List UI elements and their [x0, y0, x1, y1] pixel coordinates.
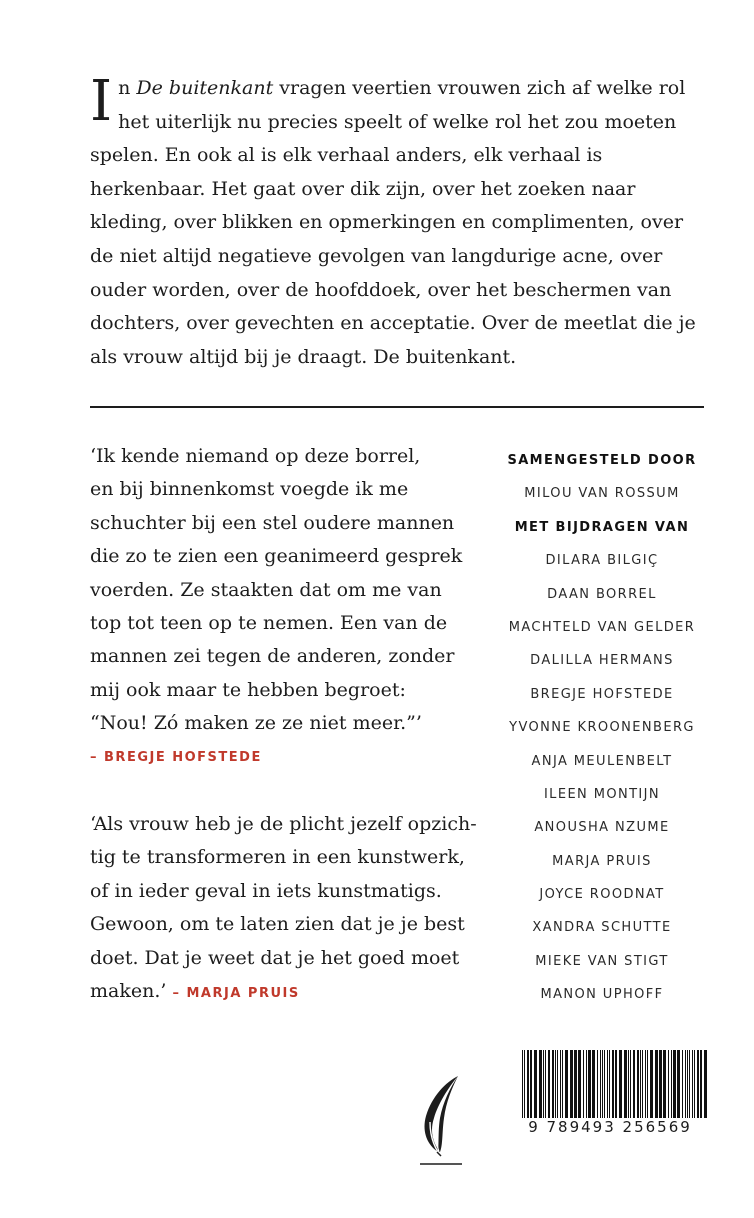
- barcode-bar: [677, 1050, 680, 1126]
- contributor-name: ANOUSHA NZUME: [534, 820, 670, 836]
- divider-line: [90, 406, 704, 408]
- quote-line: mij ook maar te hebben begroet:: [90, 678, 406, 701]
- contributions-heading: MET BIJDRAGEN VAN: [514, 519, 690, 535]
- barcode-bar: [609, 1050, 610, 1126]
- barcode-bar: [647, 1050, 648, 1126]
- barcode-bar: [624, 1050, 627, 1126]
- contributor-name: MIEKE VAN STIGT: [535, 953, 669, 969]
- barcode-bar: [560, 1050, 561, 1126]
- quote-line: voerden. Ze staakten dat om me van: [90, 578, 442, 601]
- quote-line: “Nou! Zó maken ze ze niet meer.”’: [90, 712, 422, 735]
- barcode-bar: [663, 1050, 666, 1126]
- contributor-name: BREGJE HOFSTEDE: [530, 686, 674, 702]
- isbn-digits: 9 789493 256569: [510, 1118, 710, 1136]
- barcode-bar: [682, 1050, 683, 1126]
- barcode-bar: [659, 1050, 662, 1126]
- quote-line: doet. Dat je weet dat je het goed moet: [90, 946, 460, 969]
- contributor-name: MACHTELD VAN GELDER: [508, 619, 696, 635]
- barcode-bar: [700, 1050, 702, 1126]
- barcode-bar: [557, 1050, 558, 1126]
- barcode-bar: [673, 1050, 676, 1126]
- barcode-bar: [578, 1050, 581, 1126]
- book-title: De buitenkant: [136, 77, 274, 99]
- barcode-bar: [619, 1050, 622, 1126]
- barcode-bar: [562, 1050, 563, 1126]
- barcode-bar: [671, 1050, 672, 1126]
- barcode-bar: [612, 1050, 614, 1126]
- quote-line: tig te transformeren in een kunstwerk,: [90, 846, 465, 869]
- contributor-name: JOYCE ROODNAT: [539, 887, 665, 903]
- barcode-bar: [615, 1050, 617, 1126]
- barcode-bar: [583, 1050, 584, 1126]
- quote-line: top tot teen op te nemen. Een van de: [90, 612, 448, 635]
- barcode-bar: [534, 1050, 537, 1126]
- barcode-bar: [586, 1050, 587, 1126]
- contributor-name: DILARA BILGIÇ: [545, 553, 659, 569]
- contributor-name: MANON UPHOFF: [540, 987, 664, 1003]
- barcode-bar: [645, 1050, 646, 1126]
- contributor-name: XANDRA SCHUTTE: [532, 920, 672, 936]
- barcode-bar: [602, 1050, 603, 1126]
- barcode-bar: [704, 1050, 707, 1126]
- contributor-name: ANJA MEULENBELT: [531, 753, 673, 769]
- barcode-bar: [697, 1050, 699, 1126]
- barcode-bar: [543, 1050, 544, 1126]
- contributor-name: DALILLA HERMANS: [530, 653, 674, 669]
- barcode-bar: [630, 1050, 631, 1126]
- barcode-bar: [574, 1050, 577, 1126]
- contributor-name: MARJA PRUIS: [552, 853, 652, 869]
- quote-line: ‘Als vrouw heb je de plicht jezelf opzich-: [90, 813, 477, 835]
- barcode-bar: [687, 1050, 688, 1126]
- quote-attribution: – BREGJE HOFSTEDE: [90, 749, 262, 765]
- credits-list: [500, 444, 704, 1012]
- quote-line: en bij binnenkomst voegde ik me: [90, 478, 409, 501]
- contributor-name: ILEEN MONTIJN: [543, 786, 661, 802]
- barcode-bar: [628, 1050, 629, 1126]
- blurb-body: vragen veertien vrouwen zich af welke rol het uiterlijk nu precies speelt of welke rol het zou moeten spelen. En ook al is elk verhaal anders, elk verhaal is herkenbaar. Het gaat over dik zijn, over het zoeken naar kleding, over blikken en opmerkingen en complimenten, over de niet altijd negatieve gevolgen van langdurige acne, over ouder worden, over de hoofddoek, over het beschermen van dochters, over gevechten en acceptatie. Over de meetlat die je als vrouw altijd bij je draagt. De buitenkant.: [90, 77, 696, 368]
- barcode-bar: [552, 1050, 554, 1126]
- pen-nib-icon: [416, 1072, 466, 1172]
- barcode-bar: [633, 1050, 635, 1126]
- barcode-bar: [600, 1050, 601, 1126]
- barcode-bar: [607, 1050, 608, 1126]
- barcode-bar: [522, 1050, 523, 1126]
- barcode-bar: [555, 1050, 556, 1126]
- barcode-bar: [597, 1050, 598, 1126]
- contributor-name: DAAN BORREL: [547, 586, 657, 602]
- barcode-bar: [694, 1050, 695, 1126]
- barcode-bar: [604, 1050, 605, 1126]
- barcode-bar: [668, 1050, 669, 1126]
- barcode-bar: [524, 1050, 525, 1126]
- quote-line: of in ieder geval in iets kunstmatigs.: [90, 879, 442, 902]
- drop-cap: I: [90, 69, 113, 134]
- barcode-bar: [640, 1050, 641, 1126]
- quote-pruis: [90, 808, 485, 1010]
- barcode: [510, 1050, 710, 1126]
- barcode-bar: [527, 1050, 529, 1126]
- barcode-bar: [689, 1050, 690, 1126]
- barcode-bar: [588, 1050, 591, 1126]
- barcode-bar: [692, 1050, 693, 1126]
- barcode-bar: [530, 1050, 532, 1126]
- barcode-bar: [539, 1050, 542, 1126]
- quote-hofstede: [90, 440, 485, 774]
- contributor-name: YVONNE KROONENBERG: [509, 720, 695, 736]
- barcode-bar: [592, 1050, 595, 1126]
- barcode-bar: [642, 1050, 643, 1126]
- barcode-bar: [637, 1050, 639, 1126]
- quote-line: schuchter bij een stel oudere mannen: [90, 511, 455, 534]
- quote-line: ‘Ik kende niemand op deze borrel,: [90, 445, 421, 467]
- barcode-bar: [655, 1050, 658, 1126]
- barcode-bar: [570, 1050, 573, 1126]
- quote-line: maken.’: [90, 980, 173, 1003]
- compiled-by-heading: SAMENGESTELD DOOR: [507, 453, 697, 468]
- barcode-bar: [548, 1050, 550, 1126]
- blurb-first-word: n: [118, 77, 137, 99]
- quote-line: Gewoon, om te laten zien dat je je best: [90, 913, 465, 936]
- quote-attribution: – MARJA PRUIS: [172, 986, 300, 1002]
- barcode-bar: [650, 1050, 653, 1126]
- barcode-bar: [545, 1050, 546, 1126]
- blurb-paragraph: [90, 69, 710, 374]
- barcode-bar: [685, 1050, 686, 1126]
- compiler-name: MILOU VAN ROSSUM: [524, 486, 680, 502]
- quote-line: mannen zei tegen de anderen, zonder: [90, 645, 455, 668]
- quote-line: die zo te zien een geanimeerd gesprek: [90, 545, 463, 568]
- barcode-bar: [565, 1050, 568, 1126]
